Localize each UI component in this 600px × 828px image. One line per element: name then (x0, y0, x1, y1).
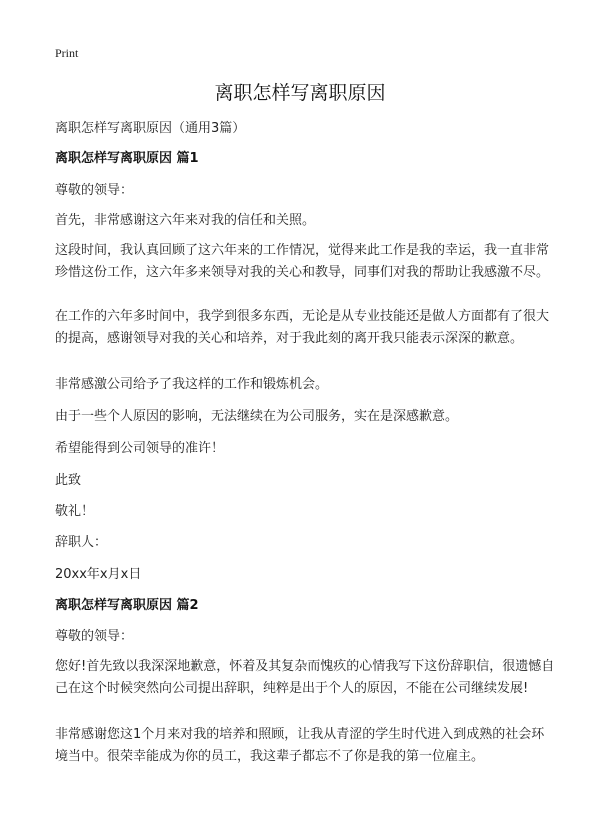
paragraph-2-2: 非常感谢您这1个月来对我的培养和照顾，让我从青涩的学生时代进入到成熟的社会环境当中。很荣幸能成为你的员工，我这辈子都忘不了你是我的第一位雇主。 (55, 727, 545, 764)
page-title: 离职怎样写离职原因 (214, 82, 386, 104)
paragraph-1-1: 首先，非常感谢这六年来对我的信任和关照。 (55, 213, 316, 228)
closing-1: 此致 (55, 473, 82, 488)
paragraph-1-2: 这段时间，我认真回顾了这六年来的工作情况，觉得来此工作是我的幸运，我一直非常珍惜这份工作，这六年多来领导对我的关心和教导，同事们对我的帮助让我感激不尽。 (55, 243, 550, 280)
section-heading-1: 离职怎样写离职原因 篇1 (55, 151, 199, 166)
paragraph-1-5: 由于一些个人原因的影响，无法继续在为公司服务，实在是深感歉意。 (55, 409, 459, 424)
date-line: 20xx年x月x日 (55, 567, 142, 582)
signer-label: 辞职人： (55, 535, 108, 550)
paragraph-2-1: 您好!首先致以我深深地歉意，怀着及其复杂而愧疚的心情我写下这份辞职信，很遗憾自己在这个时候突然向公司提出辞职，纯粹是出于个人的原因，不能在公司继续发展! (55, 659, 555, 696)
closing-2: 敬礼！ (55, 504, 95, 519)
paragraph-1-4: 非常感激公司给予了我这样的工作和锻炼机会。 (55, 377, 329, 392)
paragraph-1-6: 希望能得到公司领导的准许！ (55, 441, 225, 456)
salutation-1: 尊敬的领导： (55, 183, 134, 198)
paragraph-1-3: 在工作的六年多时间中，我学到很多东西，无论是从专业技能还是做人方面都有了很大的提高，感谢领导对我的关心和培养，对于我此刻的离开我只能表示深深的歉意。 (55, 309, 550, 346)
document-subtitle: 离职怎样写离职原因（通用3篇） (55, 121, 246, 136)
salutation-2: 尊敬的领导： (55, 629, 134, 644)
print-label: Print (55, 46, 79, 60)
section-heading-2: 离职怎样写离职原因 篇2 (55, 598, 199, 613)
